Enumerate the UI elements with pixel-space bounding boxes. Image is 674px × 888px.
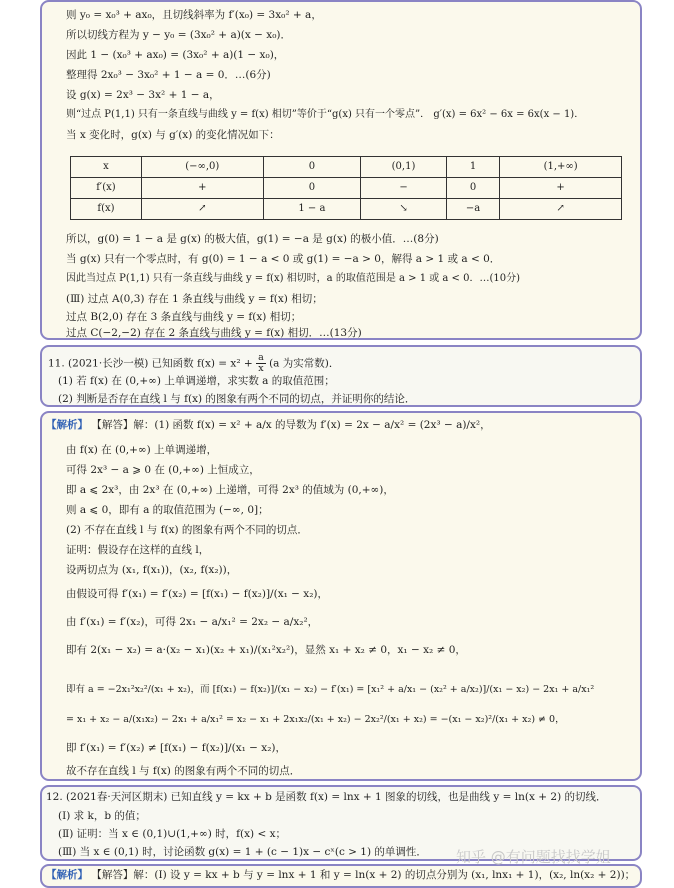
text-line: 即 f′(x₁) = f′(x₂) ≠ [f(x₁) − f(x₂)]/(x₁ − x₂)， [66,742,287,754]
stem-text: 11. (2021·长沙一模) 已知函数 f(x) = x² + [48,357,253,370]
sub-question: (Ⅲ) 当 x ∈ (0,1) 时，讨论函数 g(x) = 1 + (c − 1)x − cˣ(c > 1) 的单调性． [58,846,427,858]
text-line: 则 y₀ = x₀³ + ax₀，且切线斜率为 f′(x₀) = 3x₀² + a， [66,9,322,21]
text-line: 当 g(x) 只有一个零点时，有 g(0) = 1 − a < 0 或 g(1) = −a > 0，解得 a > 1 或 a < 0． [66,253,501,265]
watermark: 知乎 @有问题找找学姐 [456,848,611,866]
table-cell: (1,+∞) [500,157,622,178]
table-row [71,199,622,220]
table-cell: (−∞,0) [141,157,263,178]
analysis-tag: 【解析】 [46,869,88,881]
table-cell: (0,1) [361,157,447,178]
text-line: 因此 1 − (x₀³ + ax₀) = (3x₀² + a)(1 − x₀)， [66,49,285,61]
table-cell: ↘ [361,199,447,220]
text-line: 由假设可得 f′(x₁) = f′(x₂) = [f(x₁) − f(x₂)]/(x₁ − x₂)， [66,588,329,600]
text-line: 则“过点 P(1,1) 只有一条直线与曲线 y = f(x) 相切”等价于“g(x) 只有一个零点”． g′(x) = 6x² − 6x = 6x(x − 1)． [66,109,585,120]
text-line: (Ⅲ) 过点 A(0,3) 存在 1 条直线与曲线 y = f(x) 相切； [66,293,323,305]
table-cell: f(x) [71,199,142,220]
table-cell: −a [446,199,499,220]
sub-question: (Ⅰ) 求 k，b 的值； [58,810,146,822]
answer-text: 【解答】解：(1) 函数 f(x) = x² + a/x 的导数为 f′(x) = 2x − a/x² = (2x³ − a)/x²， [91,419,491,431]
text-line: 可得 2x³ − a ⩾ 0 在 (0,+∞) 上恒成立， [66,464,260,476]
text-line: 故不存在直线 l 与 f(x) 的图象有两个不同的切点． [66,765,301,777]
table-row [71,178,622,199]
text-line: 设 g(x) = 2x³ − 3x² + 1 − a， [66,89,220,101]
question-stem [48,353,339,374]
fraction-numerator: a [258,352,264,363]
table-cell: f′(x) [71,178,142,199]
fraction-denominator: x [258,362,264,374]
table-cell: 1 − a [263,199,360,220]
solution-head [46,420,491,431]
table-cell: 1 [446,157,499,178]
text-line: 整理得 2x₀³ − 3x₀² + 1 − a = 0．…(6分) [66,69,271,81]
table-cell: 0 [263,157,360,178]
table-cell: + [141,178,263,199]
text-line: 所以，g(0) = 1 − a 是 g(x) 的极大值，g(1) = −a 是 g(x) 的极小值．…(8分) [66,233,439,245]
text-line: 即有 a = −2x₁²x₂²/(x₁ + x₂)，而 [f(x₁) − f(x₂)]/(x₁ − x₂) − f′(x₁) = [x₁² + a/x₁ − (x₂² + a/x₂)]/(x₁ − x₂) − 2x₁ + a/x₁² [66,684,595,695]
solution-11-box [40,411,642,781]
table-cell: ↗ [500,199,622,220]
table-cell: 0 [446,178,499,199]
text-line: 由 f(x) 在 (0,+∞) 上单调递增， [66,444,218,456]
question-stem: 12. (2021春·天河区期末) 已知直线 y = kx + b 是函数 f(x) = lnx + 1 图象的切线，也是曲线 y = ln(x + 2) 的切线． [46,791,607,803]
text-line: 因此当过点 P(1,1) 只有一条直线与曲线 y = f(x) 相切时，a 的取值范围是 a > 1 或 a < 0．…(10分) [66,273,521,284]
text-line: 过点 B(2,0) 存在 3 条直线与曲线 y = f(x) 相切； [66,311,302,323]
text-line: 即有 2(x₁ − x₂) = a·(x₂ − x₁)(x₂ + x₁)/(x₁²x₂²)，显然 x₁ + x₂ ≠ 0，x₁ − x₂ ≠ 0， [66,644,466,656]
table-row [71,157,622,178]
text-line: 由 f′(x₁) = f′(x₂)，可得 2x₁ − a/x₁² = 2x₂ − a/x₂²， [66,616,319,628]
sub-question: (Ⅱ) 证明：当 x ∈ (0,1)∪(1,+∞) 时，f(x) < x； [58,828,287,840]
solution-12-box [40,864,642,888]
text-line: (2) 不存在直线 l 与 f(x) 的图象有两个不同的切点． [66,524,308,536]
text-line: = x₁ + x₂ − a/(x₁x₂) − 2x₁ + a/x₁² = x₂ − x₁ + 2x₁x₂/(x₁ + x₂) − 2x₂²/(x₁ + x₂) = −(x₁ − x₂)²/(x₁ + x₂) ≠ 0， [66,714,565,725]
table-cell: + [500,178,622,199]
text-line: 即 a ⩽ 2x³，由 2x³ 在 (0,+∞) 上递增，可得 2x³ 的值域为 (0,+∞)， [66,484,394,496]
stem-text: (a 为实常数)． [269,357,340,370]
text-line: 当 x 变化时，g(x) 与 g′(x) 的变化情况如下： [66,129,280,141]
text-line: 所以切线方程为 y − y₀ = (3x₀² + a)(x − x₀)． [66,29,292,41]
table-cell: ↗ [141,199,263,220]
solution-head [46,870,635,881]
question-11-box [40,345,642,407]
table-cell: − [361,178,447,199]
sub-question: (2) 判断是否存在直线 l 与 f(x) 的图象有两个不同的切点，并证明你的结论． [58,393,416,405]
text-line: 过点 C(−2,−2) 存在 2 条直线与曲线 y = f(x) 相切．…(13分) [66,327,362,339]
text-line: 设两切点为 (x₁, f(x₁))，(x₂, f(x₂))， [66,564,238,576]
text-line: 证明：假设存在这样的直线 l， [66,544,210,556]
analysis-tag: 【解析】 [46,419,88,431]
text-line: 则 a ⩽ 0，即有 a 的取值范围为 (−∞, 0]； [66,504,269,516]
table-cell: 0 [263,178,360,199]
sub-question: (1) 若 f(x) 在 (0,+∞) 上单调递增，求实数 a 的取值范围； [58,375,335,387]
table-cell: x [71,157,142,178]
variation-table [70,156,622,220]
fraction [256,353,266,374]
answer-text: 【解答】解：(Ⅰ) 设 y = kx + b 与 y = lnx + 1 和 y = ln(x + 2) 的切点分别为 (x₁, lnx₁ + 1)，(x₂, ln(x₂ + 2))； [91,869,636,881]
solution-continued-box [40,0,642,340]
